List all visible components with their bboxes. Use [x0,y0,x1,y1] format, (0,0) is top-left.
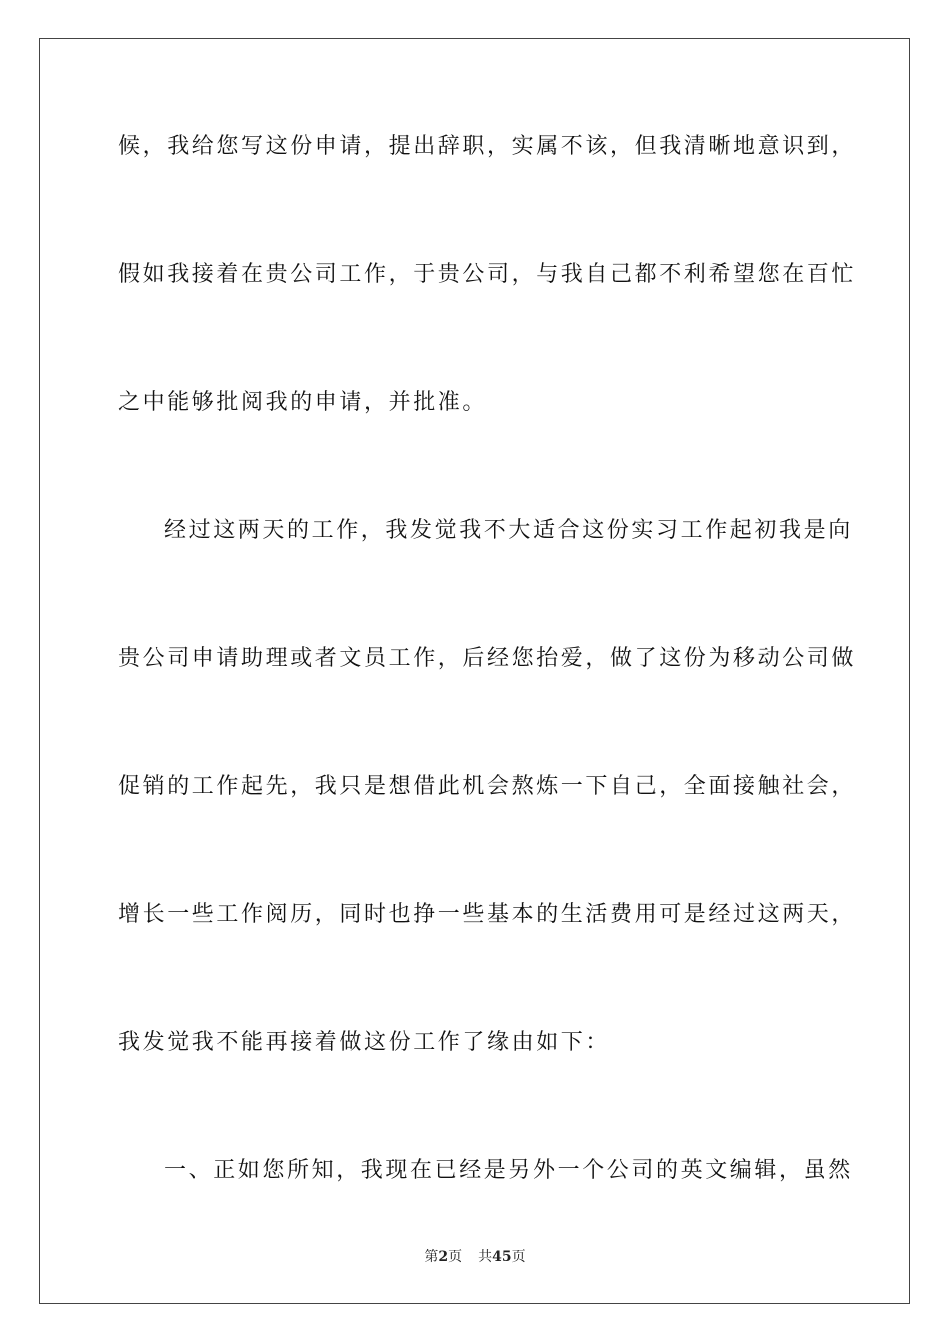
paragraph-first-line: 一、正如您所知，我现在已经是另外一个公司的英文编辑，虽然 [164,1158,853,1183]
page-unit: 页 [448,1249,463,1265]
paragraph-first-line: 经过这两天的工作，我发觉我不大适合这份实习工作起初我是向 [164,518,853,543]
body-text-line: 我发觉我不能再接着做这份工作了缘由如下： [118,1030,611,1055]
total-pages: 45 [492,1249,512,1265]
body-text-line: 之中能够批阅我的申请，并批准。 [118,390,488,415]
body-text-line: 促销的工作起先，我只是想借此机会熬炼一下自己，全面接触社会， [118,774,857,799]
page-prefix: 第 [424,1249,439,1265]
body-text-line: 候，我给您写这份申请，提出辞职，实属不该，但我清晰地意识到， [118,134,857,159]
body-text-line: 贵公司申请助理或者文员工作，后经您抬爱，做了这份为移动公司做 [118,646,857,671]
total-unit: 页 [511,1249,526,1265]
body-text-line: 假如我接着在贵公司工作，于贵公司，与我自己都不利希望您在百忙 [118,262,857,287]
total-prefix: 共 [478,1249,493,1265]
page-footer [0,1248,950,1266]
page-number: 2 [438,1249,449,1265]
body-text-line: 增长一些工作阅历，同时也挣一些基本的生活费用可是经过这两天， [118,902,857,927]
